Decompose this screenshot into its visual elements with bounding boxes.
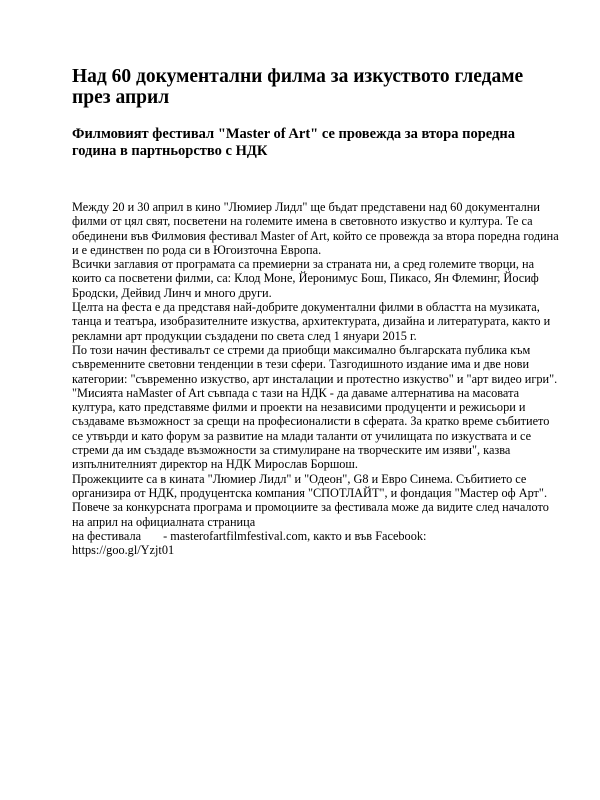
paragraph-screenings: Прожекциите са в кината "Люмиер Лидл" и "Одеон", G8 и Евро Синема. Събитието се организира от НДК, продуцентска компания "СПОТЛАЙТ", и фондация "Мастер оф Арт". [72,471,548,500]
paragraph-premieres: Всички заглавия от програмата са премиерни за страната ни, а сред големите творци, на които са посветени филми, са: Клод Моне, Йеронимус Бош, Пикасо, Ян Флеминг, Йосиф Бродски, Дейвид Линч и много други. [72,257,539,300]
article-title: Над 60 документални филма за изкуството гледаме през април [72,66,524,108]
website-line-suffix: - masterofartfilmfestival.com, както и във Facebook: [163,528,427,543]
paragraph-dates: Между 20 и 30 април в кино "Люмиер Лидл" ще бъдат представени над 60 документални филми от цял свят, посветени на големите имена в световното изкуство и култура. Те са обединени във Филмовия фестивал Master of Art, който се провежда за втора поредна година и е единствен по рода си в Югоизточна Европа. [72,200,559,257]
paragraph-more-info: Повече за конкурсната програма и промоциите за фестивала може да видите след началото на април на официалната страница [72,500,549,529]
website-line-prefix: на фестивала [72,528,142,543]
document-page [72,66,560,557]
article-subtitle: Филмовият фестивал "Master of Art" се провежда за втора поредна година в партньорство с НДК [72,126,515,159]
article-body [72,200,560,557]
facebook-link[interactable]: https://goo.gl/Yzjt01 [72,543,175,558]
paragraph-website-line [72,529,560,543]
paragraph-goal: Целта на феста е да представя най-добрите документални филми в областта на музиката, танца и театъра, изобразителните изкуства, архитектурата, дизайна и литературата, както и рекламни арт продукции създадени по света след 1 януари 2015 г. [72,300,551,343]
paragraph-quote: "Мисията наMaster of Art съвпада с тази на НДК - да даваме алтернатива на масовата култура, като представяме филми и проекти на независими продуценти и режисьори и създаваме възможност за срещи на професионалисти в сферата. За кратко време събитието се утвърди и като форум за развитие на млади таланти от училищата по изкуствата и се стреми да им създаде възможности за стимулиране на творческите им изяви", казва изпълнителният директор на НДК Мирослав Боршош. [72,385,550,472]
paragraph-categories: По този начин фестивалът се стреми да приобщи максимално българската публика към съвременните световни тенденции в тези сфери. Тазгодишното издание има и две нови категории: "съвременно изкуство, арт инсталации и протестно изкуство" и "арт видео игри". [72,342,558,386]
